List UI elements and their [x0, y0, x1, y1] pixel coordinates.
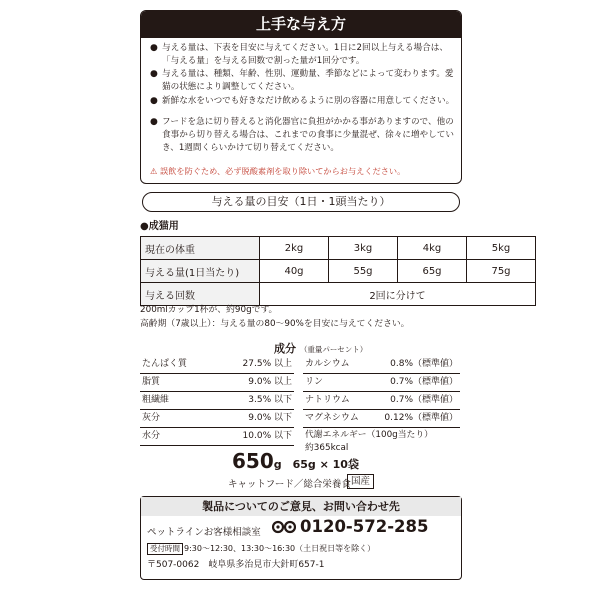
- nutrient-name: 灰分: [142, 413, 161, 423]
- table-cell: 2kg: [260, 237, 329, 260]
- table-cell: 40g: [260, 260, 329, 283]
- package-weight: [232, 449, 359, 473]
- nutrient-name: 水分: [142, 431, 161, 441]
- nutrient-row: [303, 410, 460, 428]
- warning-label: 誤飲を防ぐため、必ず脱酸素剤を取り除いてからお与えください。: [159, 166, 406, 176]
- nutrient-value: 10.0% 以下: [242, 431, 292, 441]
- bullet-text: フードを急に切り替えると消化器官に負担がかかる事がありますので、他の食事から切り替える場合は、これまでの食事に少量混ぜ、徐々に増やしていき、1週間くらいかけて切り替えてください。: [162, 117, 454, 153]
- contact-address: 〒507-0062 岐阜県多治見市大針町657-1: [147, 560, 325, 570]
- guide-bullet-4: [150, 116, 455, 155]
- free-dial-icon: [272, 519, 296, 535]
- nutrient-value: 0.12%（標準値）: [384, 413, 458, 423]
- product-category: キャットフード／総合栄養食: [228, 479, 351, 490]
- nutrient-name: 脂質: [142, 377, 161, 387]
- guide-bullet-3: [150, 95, 455, 108]
- nutrient-value: 0.7%（標準値）: [390, 395, 458, 405]
- contact-phone: 0120-572-285: [300, 517, 429, 536]
- nutrient-name: ナトリウム: [305, 395, 350, 405]
- nutrient-name: たんぱく質: [142, 359, 188, 369]
- nutrient-value: 9.0% 以下: [248, 413, 292, 423]
- table-row: [141, 237, 536, 260]
- nutrient-value: 0.7%（標準値）: [390, 377, 458, 387]
- bullet-icon: ●: [150, 117, 158, 127]
- nutrient-row: [140, 374, 294, 392]
- nutrient-row: [303, 356, 460, 374]
- row-label: 与える回数: [141, 283, 260, 306]
- table-cell: 2回に分けて: [260, 283, 536, 306]
- cup-note: 200mlカップ1杯が、約90gです。: [140, 305, 278, 315]
- feeding-table: [140, 236, 536, 306]
- hours-label: 受付時間: [147, 543, 183, 555]
- table-cell: 3kg: [329, 237, 398, 260]
- bullet-text: 新鮮な水をいつでも好きなだけ飲めるように別の容器に用意してください。: [162, 96, 455, 106]
- guide-bullet-2: [150, 68, 455, 94]
- nutrient-row: [140, 410, 294, 428]
- nutrient-row: [303, 374, 460, 392]
- table-cell: 55g: [329, 260, 398, 283]
- energy-label: 代謝エネルギー（100g当たり）: [305, 430, 433, 440]
- amount-title: 与える量の目安（1日・1頭当たり）: [142, 192, 460, 212]
- table-cell: 65g: [398, 260, 467, 283]
- senior-note: 高齢期（7歳以上）：与える量の80～90%を目安に与えてください。: [140, 319, 410, 329]
- composition-subtitle: （重量パーセント）: [299, 345, 368, 354]
- warning-text: [150, 166, 405, 177]
- row-label: 現在の体重: [141, 237, 260, 260]
- nutrient-row: [140, 428, 294, 446]
- table-row: [141, 260, 536, 283]
- table-cell: 4kg: [398, 237, 467, 260]
- adult-cat-heading: ●成猫用: [140, 221, 179, 232]
- contact-dept: ペットラインお客様相談室: [147, 527, 261, 538]
- weight-breakdown: 65g × 10袋: [292, 458, 359, 471]
- nutrient-value: 0.8%（標準値）: [390, 359, 458, 369]
- nutrient-name: リン: [305, 377, 324, 387]
- composition-title: [274, 340, 367, 356]
- table-cell: 5kg: [467, 237, 536, 260]
- contact-title: 製品についてのご意見、お問い合わせ先: [141, 497, 461, 516]
- origin-badge: 国産: [347, 474, 374, 489]
- nutrient-row: [140, 356, 294, 374]
- nutrient-name: マグネシウム: [305, 413, 359, 423]
- row-label: 与える量(1日当たり): [141, 260, 260, 283]
- nutrient-name: カルシウム: [305, 359, 350, 369]
- nutrient-value: 9.0% 以上: [248, 377, 292, 387]
- weight-number: 650: [232, 449, 274, 473]
- bullet-text: 与える量は、種類、年齢、性別、運動量、季節などによって変わります。愛猫の状態により調整してください。: [162, 69, 454, 92]
- nutrient-row: [303, 392, 460, 410]
- nutrient-row: [140, 392, 294, 410]
- guide-bullet-1: [150, 42, 455, 68]
- nutrient-value: 27.5% 以上: [242, 359, 292, 369]
- energy-value: 約365kcal: [305, 443, 349, 453]
- bullet-icon: ●: [150, 69, 158, 79]
- bullet-icon: ●: [150, 96, 158, 106]
- weight-unit: g: [273, 458, 282, 471]
- feeding-guide-title: 上手な与え方: [141, 11, 461, 38]
- bullet-icon: ●: [150, 43, 158, 53]
- bullet-text: 与える量は、下表を目安に与えてください。1日に2回以上与える場合は、「与える量」を与える回数で割った量が1回分です。: [162, 43, 448, 66]
- nutrient-value: 3.5% 以下: [248, 395, 292, 405]
- composition-title-text: 成分: [274, 342, 296, 355]
- table-cell: 75g: [467, 260, 536, 283]
- warning-icon: ⚠: [150, 166, 158, 176]
- nutrient-name: 粗繊維: [142, 395, 170, 405]
- contact-hours: 9:30～12:30、13:30～16:30（土日祝日等を除く）: [184, 544, 376, 553]
